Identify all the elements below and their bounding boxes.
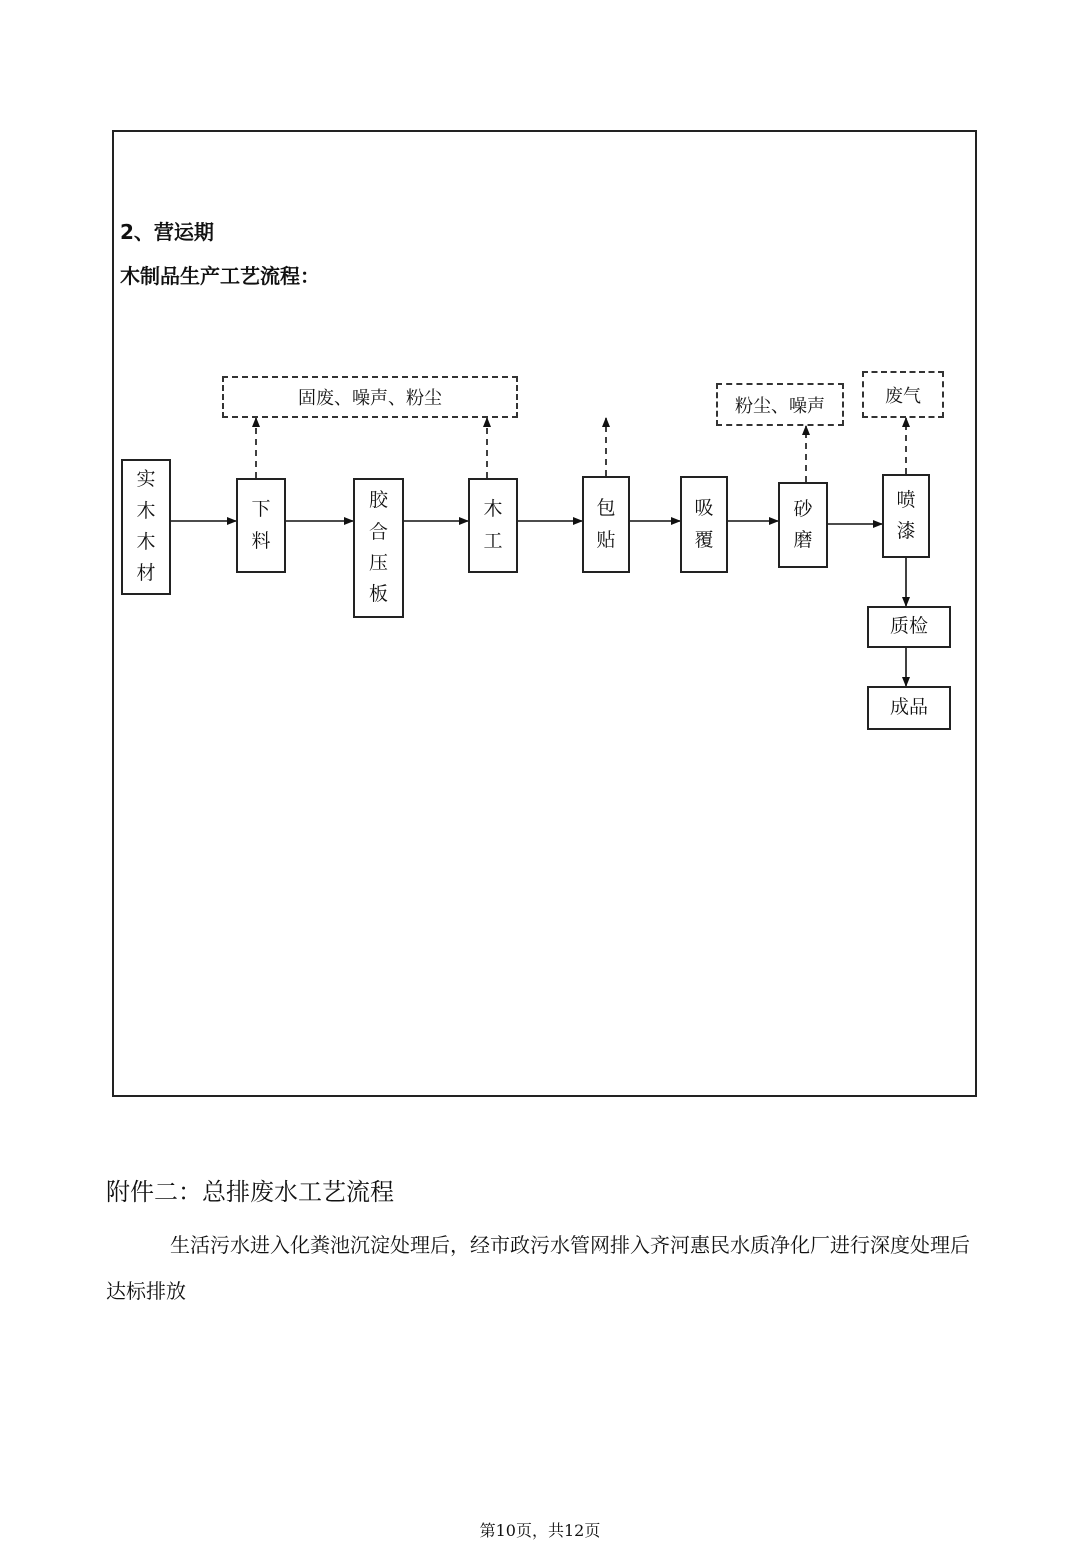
step-woodwork: 木 工 xyxy=(468,478,518,573)
emission-box-solid-waste-noise-dust: 固废、噪声、粉尘 xyxy=(222,376,518,418)
step-cutting: 下 料 xyxy=(236,478,286,573)
step-wrapping: 包 贴 xyxy=(582,476,630,573)
emission-box-exhaust: 废气 xyxy=(862,371,944,418)
step-sanding: 砂 磨 xyxy=(778,482,828,568)
appendix-title: 附件二：总排废水工艺流程 xyxy=(106,1178,394,1206)
page-number: 第10页，共12页 xyxy=(479,1521,601,1540)
step-quality-check: 质检 xyxy=(867,606,951,648)
section-title: 2、营运期 xyxy=(120,220,214,244)
step-painting: 喷 漆 xyxy=(882,474,930,558)
step-finished-product: 成品 xyxy=(867,686,951,730)
appendix-paragraph: 生活污水进入化粪池沉淀处理后，经市政污水管网排入齐河惠民水质净化厂进行深度处理后达标排放 xyxy=(106,1233,970,1303)
flowchart-title: 木制品生产工艺流程： xyxy=(120,264,320,288)
step-glue-pressing: 胶 合 压 板 xyxy=(353,478,404,618)
emission-box-dust-noise: 粉尘、噪声 xyxy=(716,383,844,426)
step-solid-wood: 实 木 木 材 xyxy=(121,459,171,595)
step-vacuum-covering: 吸 覆 xyxy=(680,476,728,573)
